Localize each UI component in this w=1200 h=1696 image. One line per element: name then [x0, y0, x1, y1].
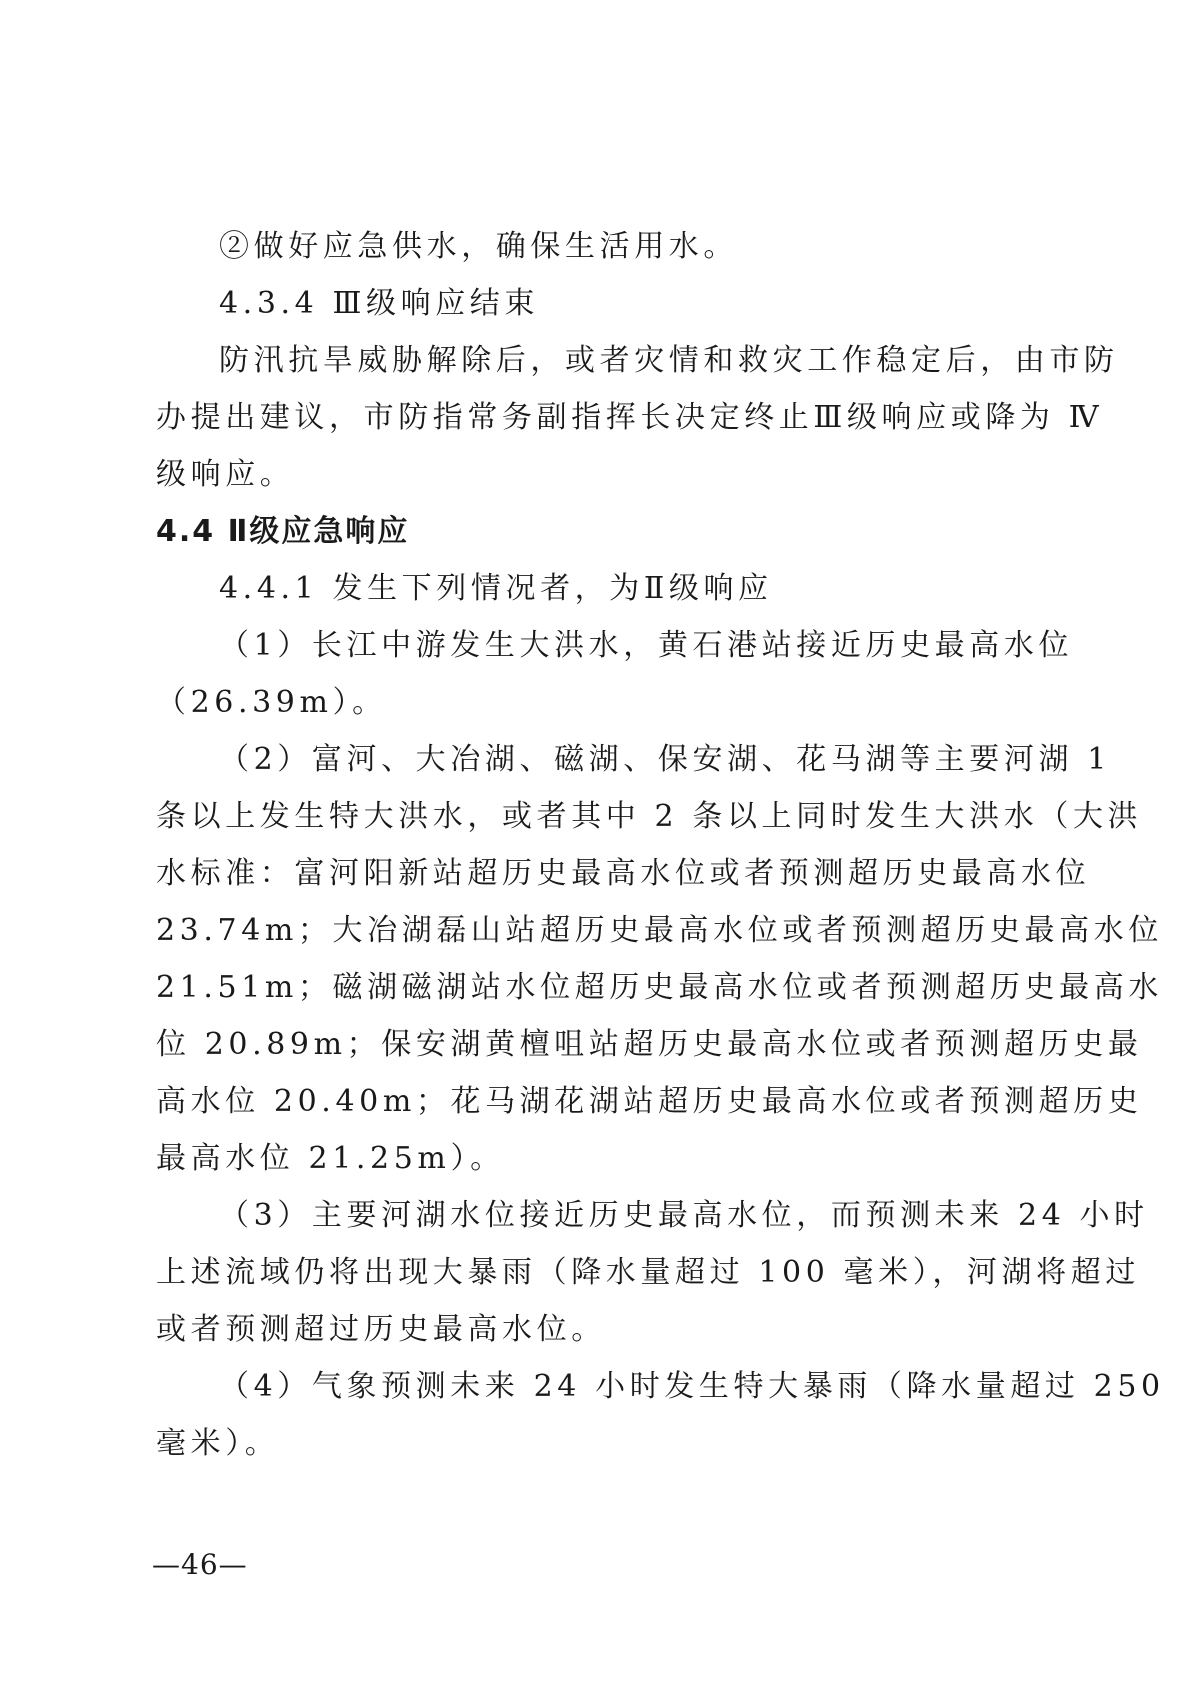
paragraph-line: （26.39m）。	[156, 685, 387, 720]
paragraph-line: 上述流域仍将出现大暴雨（降水量超过 100 毫米），河湖将超过	[156, 1255, 1140, 1290]
paragraph-line: 水标准：富河阳新站超历史最高水位或者预测超历史最高水位	[156, 856, 1091, 891]
paragraph-line: 条以上发生特大洪水，或者其中 2 条以上同时发生大洪水（大洪	[156, 799, 1143, 834]
subsection-title-4-3-4: 4.3.4 Ⅲ级响应结束	[219, 286, 539, 321]
paragraph-line: 或者预测超过历史最高水位。	[156, 1312, 606, 1347]
list-item-2: （2）富河、大冶湖、磁湖、保安湖、花马湖等主要河湖 1	[219, 742, 1111, 777]
page-number: —46—	[152, 1548, 248, 1581]
document-body	[156, 218, 1165, 1472]
paragraph-line: 23.74m；大冶湖磊山站超历史最高水位或者预测超历史最高水位	[156, 913, 1163, 948]
paragraph-line: 防汛抗旱威胁解除后，或者灾情和救灾工作稳定后，由市防	[219, 343, 1119, 378]
paragraph-line: 办提出建议，市防指常务副指挥长决定终止Ⅲ级响应或降为 Ⅳ	[156, 400, 1104, 435]
paragraph-line: 位 20.89m；保安湖黄檀咀站超历史最高水位或者预测超历史最	[156, 1027, 1143, 1062]
paragraph-line: 毫米）。	[156, 1426, 280, 1461]
section-heading-4-4: 4.4 Ⅱ级应急响应	[156, 514, 410, 549]
paragraph-line: 最高水位 21.25m）。	[156, 1141, 505, 1176]
paragraph-line: ②做好应急供水，确保生活用水。	[219, 229, 738, 264]
list-item-1: （1）长江中游发生大洪水，黄石港站接近历史最高水位	[219, 628, 1074, 663]
list-item-3: （3）主要河湖水位接近历史最高水位，而预测未来 24 小时	[219, 1198, 1149, 1233]
list-item-4: （4）气象预测未来 24 小时发生特大暴雨（降水量超过 250	[219, 1369, 1165, 1404]
paragraph-line: 级响应。	[156, 457, 295, 492]
paragraph-line: 高水位 20.40m；花马湖花湖站超历史最高水位或者预测超历史	[156, 1084, 1143, 1119]
subsection-title-4-4-1: 4.4.1 发生下列情况者，为Ⅱ级响应	[219, 571, 773, 606]
paragraph-line: 21.51m；磁湖磁湖站水位超历史最高水位或者预测超历史最高水	[156, 970, 1163, 1005]
